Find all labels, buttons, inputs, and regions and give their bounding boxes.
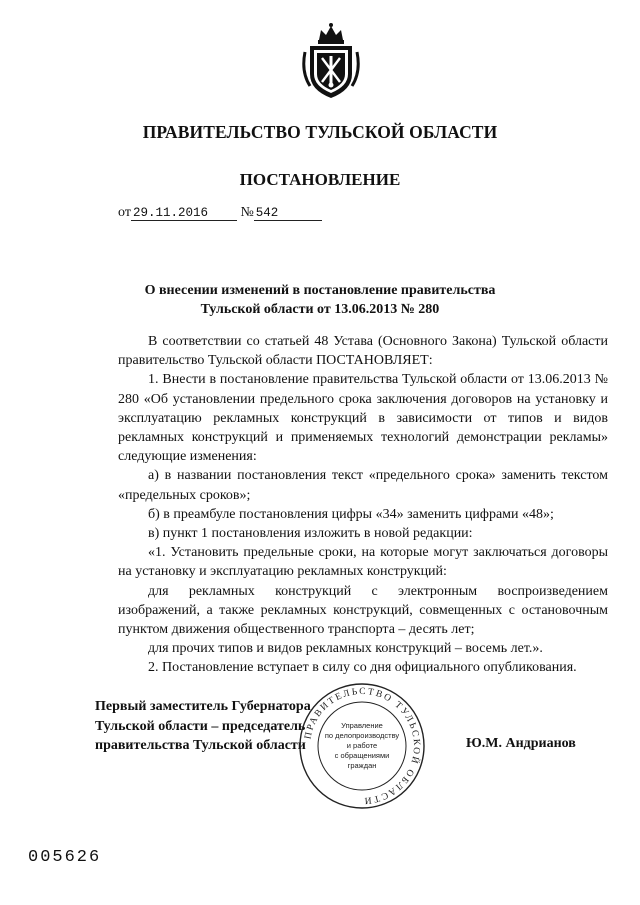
quoted-item-other: для прочих типов и видов рекламных конструкций – восемь лет.». [148, 641, 543, 657]
stamp-line-4: с обращениями [334, 751, 390, 760]
document-body [118, 332, 608, 678]
registration-number: 542 [254, 206, 322, 221]
subject-line-2: Тульской области от 13.06.2013 № 280 [200, 302, 440, 317]
paragraph-item-2: 2. Постановление вступает в силу со дня официального опубликования. [148, 660, 577, 676]
paragraph-item-1: 1. Внести в постановление правительства Тульской области от 13.06.2013 № 280 «Об установлении предельного срока заключения договоров на установку и эксплуатацию рекламных конструкций в зависимости от типов и видов рекламных конструкций и применяемых технологий демонстрации рекламы» следующие изменения: [118, 372, 608, 465]
preamble-paragraph: В соответствии со статьей 48 Устава (Основного Закона) Тульской области правительство Тульской области ПОСТАНОВЛЯЕТ: [118, 334, 608, 369]
paragraph-item-1c: в) пункт 1 постановления изложить в новой редакции: [148, 526, 473, 542]
signer-name: Ю.М. Андрианов [466, 736, 576, 751]
paragraph-item-1a: а) в названии постановления текст «предельного срока» заменить текстом «предельных сроков»; [118, 468, 608, 503]
document-type: ПОСТАНОВЛЕНИЕ [239, 170, 401, 189]
office-stamp [297, 681, 427, 811]
stamp-ring-text: ПРАВИТЕЛЬСТВО ТУЛЬСКОЙ ОБЛАСТИ [303, 686, 422, 806]
quoted-item-electronic: для рекламных конструкций с электронным воспроизведением изображений, а также рекламных конструкций, совмещенных с остановочным пунктом движения общественного транспорта – десять лет; [118, 583, 608, 638]
signer-position-line-2: Тульской области – председатель [95, 718, 306, 734]
stamp-line-2: по делопроизводству [324, 731, 400, 740]
paragraph-item-1b: б) в преамбуле постановления цифры «34» заменить цифрами «48»; [148, 506, 554, 522]
stamp-line-3: и работе [346, 741, 378, 750]
document-subject [0, 281, 640, 319]
subject-line-1: О внесении изменений в постановление правительства [144, 283, 496, 298]
stamp-line-1: Управление [341, 721, 383, 730]
signer-position-line-3: правительства Тульской области [95, 738, 306, 753]
date-prefix: от [118, 205, 131, 220]
signer-position-line-1: Первый заместитель Губернатора [95, 699, 311, 714]
registration-line [118, 205, 322, 221]
stamp-line-5: граждан [347, 761, 377, 770]
number-prefix: № [240, 205, 254, 220]
tula-coat-of-arms-icon [301, 22, 361, 100]
government-title: ПРАВИТЕЛЬСТВО ТУЛЬСКОЙ ОБЛАСТИ [142, 122, 498, 142]
serial-number: 005626 [28, 848, 102, 867]
registration-date: 29.11.2016 [131, 206, 237, 221]
quoted-item-1: «1. Установить предельные сроки, на которые могут заключаться договоры на установку и эксплуатацию рекламных конструкций: [118, 545, 608, 580]
signer-position [95, 697, 311, 756]
